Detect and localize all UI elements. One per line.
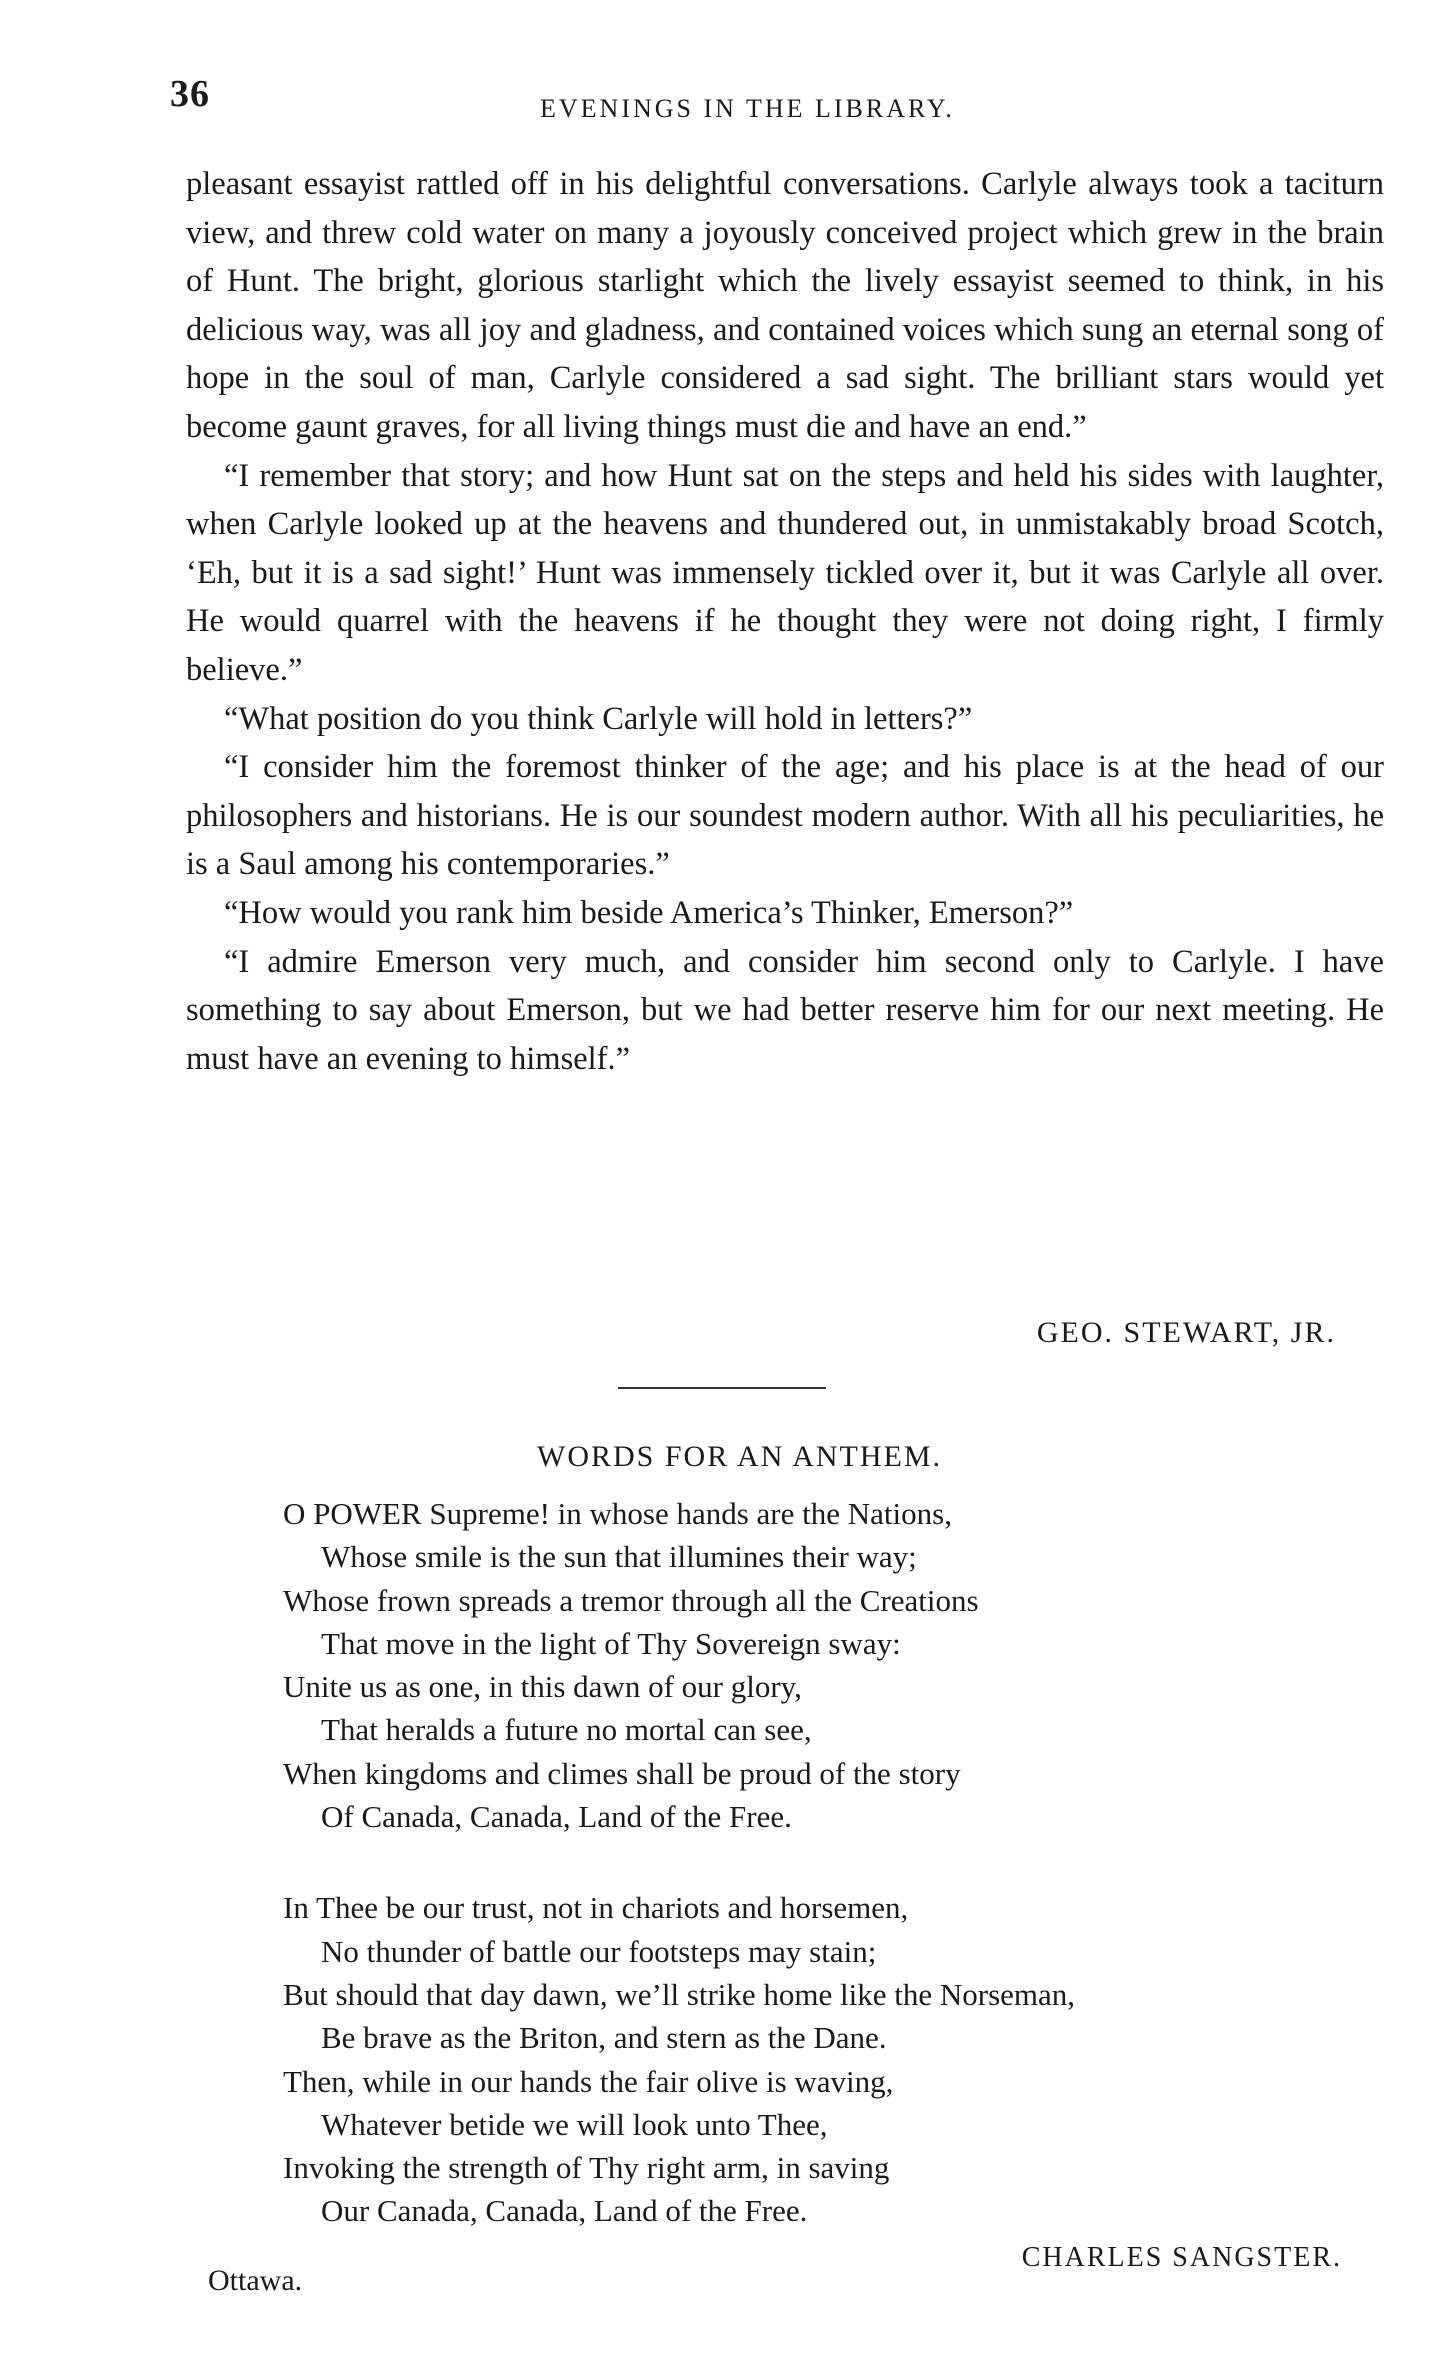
poem-stanza-2 [283, 1886, 1343, 2232]
poem-line: In Thee be our trust, not in chariots and horsemen, [283, 1890, 909, 1926]
article-signature: GEO. STEWART, JR. [1036, 1316, 1336, 1349]
poem-line: O POWER Supreme! in whose hands are the Nations, [283, 1496, 952, 1531]
poem-line: Whatever betide we will look unto Thee, [321, 2106, 828, 2142]
paragraph: pleasant essayist rattled off in his delightful conversations. Carlyle always took a taciturn view, and threw cold water on many a joyously conceived project which grew in the brain of Hunt. The bright, glorious starlight which the lively essayist seemed to think, in his delicious way, was all joy and gladness, and contained voices which sung an eternal song of hope in the soul of man, Carlyle considered a sad sight. The brilliant stars would yet become gaunt graves, for all living things must die and have an end.” [186, 166, 1384, 445]
page-number: 36 [170, 73, 210, 115]
poem-body [283, 1492, 1343, 2233]
poem-line: Whose frown spreads a tremor through all the Creations [283, 1582, 979, 1618]
paragraph: “I consider him the foremost thinker of the age; and his place is at the head of our philosophers and historians. He is our soundest modern author. With all his peculiarities, he is a Saul among his contemporaries.” [186, 749, 1384, 883]
poem-line: But should that day dawn, we’ll strike home like the Norseman, [283, 1976, 1076, 2012]
poem-line: No thunder of battle our footsteps may stain; [321, 1933, 877, 1969]
poem-line: Of Canada, Canada, Land of the Free. [321, 1799, 792, 1835]
poem-line: Unite us as one, in this dawn of our glory, [283, 1669, 802, 1705]
section-divider [618, 1387, 826, 1389]
paragraph: “I admire Emerson very much, and consider him second only to Carlyle. I have something to say about Emerson, but we had better reserve him for our next meeting. He must have an evening to himself.” [186, 943, 1384, 1077]
poem-title: WORDS FOR AN ANTHEM. [537, 1440, 943, 1473]
paragraph: “I remember that story; and how Hunt sat on the steps and held his sides with laughter, when Carlyle looked up at the heavens and thundered out, in unmistakably broad Scotch, ‘Eh, but it is a sad sight!’ Hunt was immensely tickled over it, but it was Carlyle all over. He would quarrel with the heavens if he thought they were not doing right, I firmly believe.” [186, 457, 1384, 688]
poem-line: Invoking the strength of Thy right arm, in saving [283, 2150, 890, 2186]
article-body [186, 160, 1384, 1083]
poem-place: Ottawa. [208, 2264, 303, 2297]
poem-line: Be brave as the Briton, and stern as the Dane. [321, 2020, 887, 2056]
running-head: EVENINGS IN THE LIBRARY. [540, 94, 955, 123]
poem-line: Whose smile is the sun that illumines their way; [321, 1539, 917, 1575]
paragraph: “What position do you think Carlyle will hold in letters?” [224, 700, 973, 737]
poem-line: When kingdoms and climes shall be proud of the story [283, 1755, 961, 1791]
poem-stanza-1 [283, 1492, 1343, 1838]
paragraph: “How would you rank him beside America’s Thinker, Emerson?” [224, 894, 1074, 931]
poem-line: That heralds a future no mortal can see, [321, 1712, 812, 1748]
poem-line: Then, while in our hands the fair olive is waving, [283, 2063, 894, 2099]
poem-line: That move in the light of Thy Sovereign sway: [321, 1625, 901, 1661]
poem-signature: CHARLES SANGSTER. [1021, 2242, 1342, 2273]
poem-line: Our Canada, Canada, Land of the Free. [321, 2193, 808, 2229]
